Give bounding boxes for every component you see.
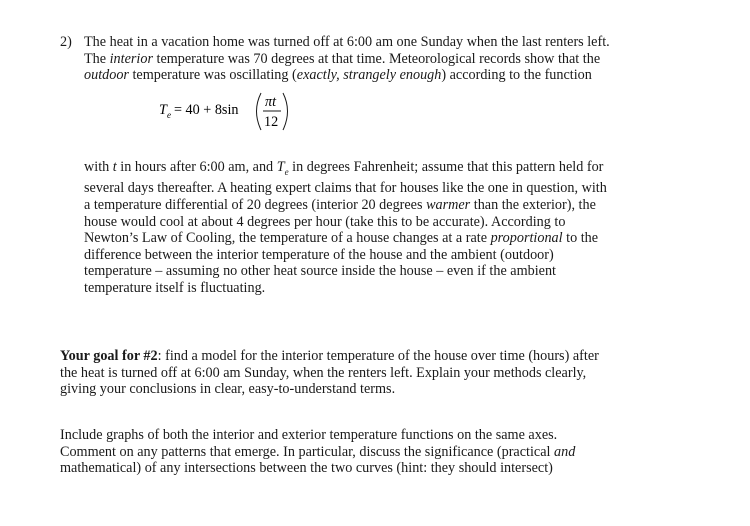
text-line — [60, 365, 700, 382]
include-graphs-paragraph — [60, 427, 700, 477]
problem-number: 2) — [60, 34, 72, 50]
text-run: than the exterior), the — [470, 197, 596, 214]
text-line — [84, 67, 696, 84]
text-line — [84, 263, 696, 280]
text-run: temperature was oscillating ( — [128, 67, 297, 84]
formula-numerator: πt — [265, 94, 277, 110]
text-run: Include graphs of both the interior and exterior temperature functions on the same axes. — [60, 427, 558, 443]
text-line — [60, 348, 700, 365]
text-line — [84, 230, 696, 247]
text-line — [60, 381, 700, 398]
italic-run: interior — [109, 50, 153, 67]
text-run: temperature – assuming no other heat source inside the house – even if the ambient — [84, 263, 556, 280]
text-line — [60, 427, 700, 444]
italic-run: warmer — [426, 197, 471, 214]
formula-rhs: = 40 + 8sin — [174, 102, 239, 118]
text-run: house would cool at about 4 degrees per hour (take this to be accurate). According to — [84, 213, 566, 230]
text-run: several days thereafter. A heating expert claims that for houses like the one in question, with — [84, 180, 607, 197]
formula-lhs-var: T — [159, 102, 167, 118]
formula-right-paren — [283, 93, 288, 130]
formula-left-paren — [257, 93, 262, 130]
italic-run: outdoor — [84, 67, 129, 84]
text-run: temperature itself is fluctuating. — [84, 279, 266, 296]
italic-run: T — [276, 159, 285, 175]
text-run: a temperature differential of 20 degrees (interior 20 degrees — [84, 197, 427, 214]
formula-lhs-sub: e — [167, 110, 171, 120]
text-line — [84, 180, 696, 197]
italic-run: proportional — [490, 230, 563, 247]
text-line — [60, 444, 700, 461]
temperature-formula — [159, 90, 299, 134]
text-run: the heat is turned off at 6:00 am Sunday, when the renters left. Explain your methods clearly, — [60, 364, 587, 381]
text-run: temperature was 70 degrees at that time. Meteorological records show that the — [152, 50, 601, 67]
text-line — [84, 159, 696, 180]
text-line — [84, 247, 696, 264]
text-run: difference between the interior temperature of the house and the ambient (outdoor) — [84, 246, 554, 263]
text-run: in degrees Fahrenheit; assume that this pattern held for — [288, 159, 604, 175]
text-line — [60, 460, 700, 477]
text-line — [84, 197, 696, 214]
text-run: The — [84, 50, 110, 67]
italic-run: t — [112, 159, 117, 175]
text-run: with — [84, 159, 113, 175]
text-run: ) according to the function — [441, 67, 592, 84]
text-line — [84, 280, 696, 297]
text-line — [84, 214, 696, 231]
text-run: : find a model for the interior temperature of the house over time (hours) after — [157, 348, 599, 364]
italic-run: exactly, strangely enough — [296, 67, 442, 84]
text-run: to the — [562, 230, 599, 247]
italic-run: and — [554, 443, 576, 460]
text-run: mathematical) of any intersections between the two curves (hint: they should intersect) — [60, 460, 553, 477]
text-line — [84, 51, 696, 68]
text-run: Comment on any patterns that emerge. In particular, discuss the significance (practical — [60, 443, 554, 460]
text-run: giving your conclusions in clear, easy-to-understand terms. — [60, 381, 396, 398]
text-run: Newton’s Law of Cooling, the temperature of a house changes at a rate — [84, 230, 491, 247]
subscript-run: e — [284, 166, 289, 177]
bold-run: Your goal for #2 — [60, 348, 158, 364]
text-line — [84, 34, 696, 51]
problem-intro-paragraph — [84, 34, 696, 84]
text-run: The heat in a vacation home was turned off at 6:00 am one Sunday when the last renters left. — [84, 34, 610, 50]
text-run: in hours after 6:00 am, and — [116, 159, 277, 175]
problem-body-paragraph — [84, 159, 696, 297]
formula-denominator: 12 — [264, 114, 279, 130]
goal-paragraph — [60, 348, 700, 398]
